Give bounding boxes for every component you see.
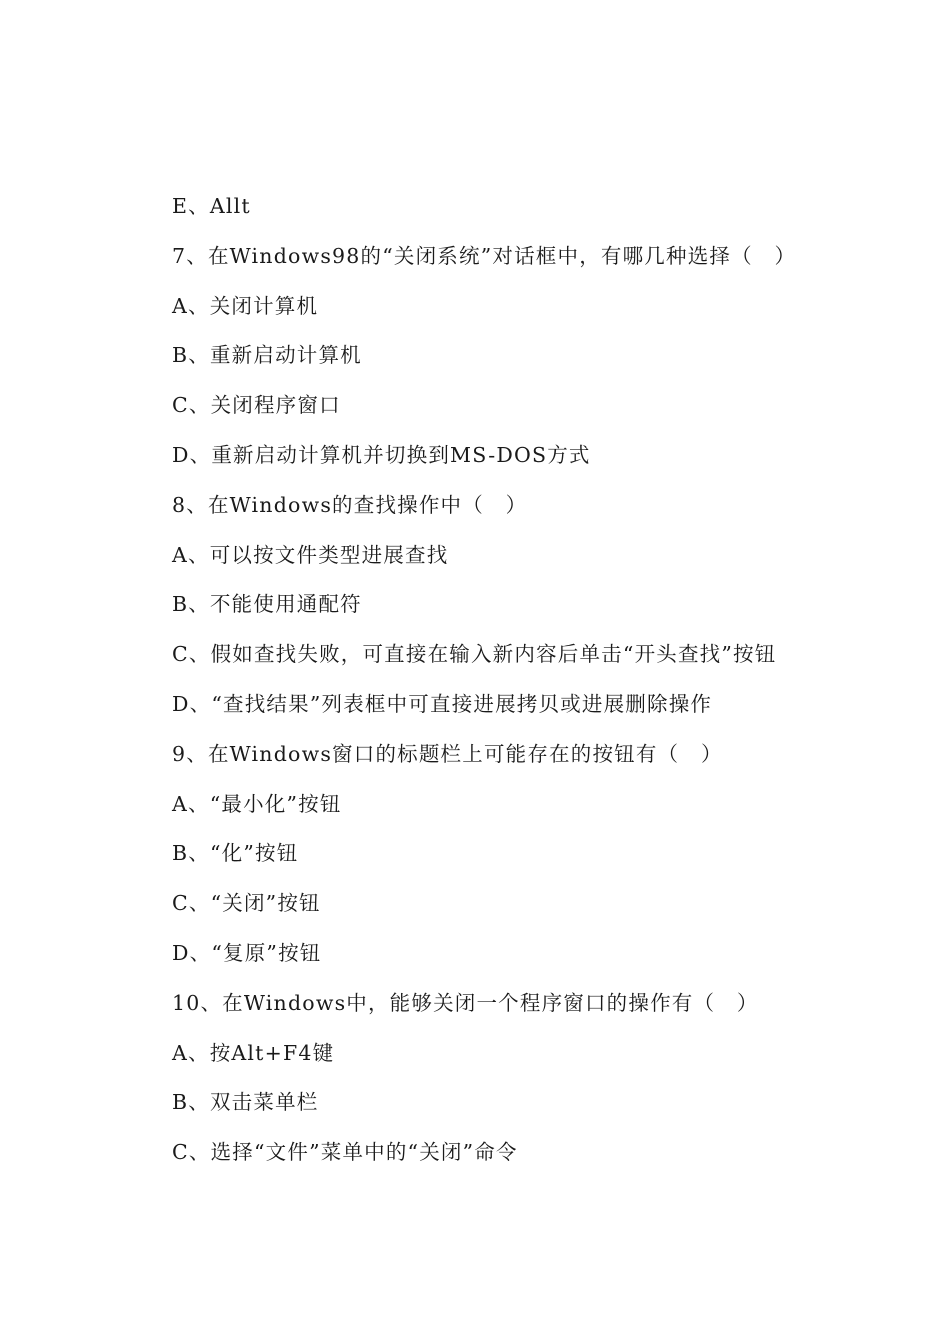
- question-7-option-c: C、关闭程序窗口: [172, 393, 341, 418]
- question-10-option-b: B、双击菜单栏: [172, 1090, 319, 1115]
- question-10: 10、在Windows中，能够关闭一个程序窗口的操作有（ ）: [172, 990, 759, 1015]
- question-8-option-a: A、可以按文件类型进展查找: [172, 542, 449, 567]
- question-9: 9、在Windows窗口的标题栏上可能存在的按钮有（ ）: [172, 741, 723, 766]
- question-8: 8、在Windows的查找操作中（ ）: [172, 492, 528, 517]
- option-e-allt: E、Allt: [172, 194, 251, 218]
- question-8-option-b: B、不能使用通配符: [172, 592, 362, 617]
- question-9-option-a: A、“最小化”按钮: [172, 791, 342, 816]
- question-7-option-b: B、重新启动计算机: [172, 343, 362, 368]
- question-8-option-c: C、假如查找失败，可直接在输入新内容后单击“开头查找”按钮: [172, 642, 777, 667]
- question-9-option-d: D、“复原”按钮: [172, 940, 322, 965]
- question-7-option-d: D、重新启动计算机并切换到MS-DOS方式: [172, 442, 591, 467]
- question-8-option-d: D、“查找结果”列表框中可直接进展拷贝或进展删除操作: [172, 691, 713, 716]
- question-9-option-c: C、“关闭”按钮: [172, 891, 321, 916]
- question-10-option-c: C、选择“文件”菜单中的“关闭”命令: [172, 1140, 518, 1165]
- question-10-option-a: A、按Alt+F4键: [172, 1040, 335, 1065]
- question-7-option-a: A、关闭计算机: [172, 293, 319, 318]
- question-list: [172, 190, 912, 1186]
- question-7: 7、在Windows98的“关闭系统”对话框中，有哪几种选择（ ）: [172, 243, 797, 268]
- question-9-option-b: B、“化”按钮: [172, 841, 299, 866]
